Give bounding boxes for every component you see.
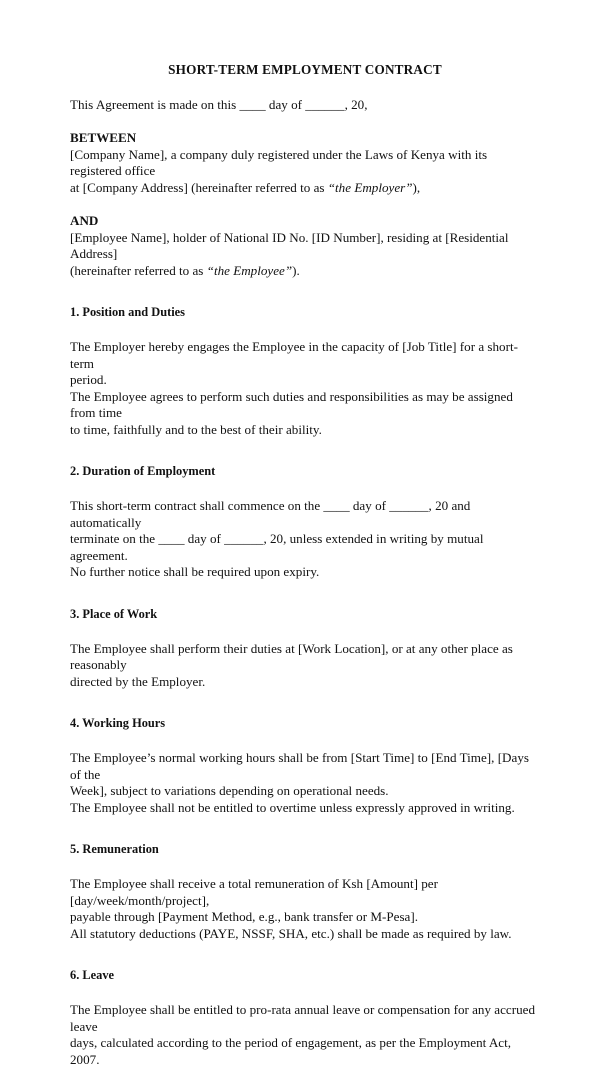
section-leave <box>70 967 540 1068</box>
section-duration-of-employment <box>70 463 540 581</box>
between-label: BETWEEN <box>70 130 137 146</box>
section-line: All statutory deductions (PAYE, NSSF, SHA, etc.) shall be made as required by law. <box>70 925 512 941</box>
between-party-block <box>70 130 540 196</box>
section-line: Week], subject to variations depending on operational needs. <box>70 783 389 799</box>
section-body <box>70 339 540 438</box>
employee-line-2-suffix: ). <box>292 262 300 278</box>
section-line: payable through [Payment Method, e.g., bank transfer or M-Pesa]. <box>70 909 418 925</box>
spacer <box>70 196 540 213</box>
section-heading: 4. Working Hours <box>70 716 166 731</box>
employee-line-2-prefix: (hereinafter referred to as <box>70 262 207 278</box>
agreement-intro-line: This Agreement is made on this ____ day of ______, 20, <box>70 96 368 112</box>
section-heading: 6. Leave <box>70 968 115 983</box>
section-body <box>70 750 540 816</box>
section-line: No further notice shall be required upon expiry. <box>70 564 320 580</box>
section-line: The Employee shall not be entitled to overtime unless expressly approved in writing. <box>70 799 515 815</box>
employer-defined-term: “the Employer” <box>327 179 413 195</box>
and-party-block <box>70 213 540 279</box>
section-line: The Employee shall perform their duties at [Work Location], or at any other place as reasonably <box>70 640 513 673</box>
spacer <box>70 113 540 130</box>
employer-line-2-prefix: at [Company Address] (hereinafter referred to as <box>70 179 328 195</box>
section-working-hours <box>70 715 540 816</box>
employer-line-1: [Company Name], a company duly registered under the Laws of Kenya with its registered office <box>70 146 488 179</box>
section-remuneration <box>70 841 540 942</box>
section-line: The Employee shall receive a total remuneration of Ksh [Amount] per [day/week/month/project], <box>70 876 438 908</box>
section-heading: 5. Remuneration <box>70 842 159 857</box>
employee-line-1: [Employee Name], holder of National ID No. [ID Number], residing at [Residential Address] <box>70 229 509 262</box>
section-position-and-duties <box>70 304 540 438</box>
employer-line-2-suffix: ), <box>412 179 421 195</box>
employee-line-2 <box>70 263 540 280</box>
section-line: directed by the Employer. <box>70 673 206 689</box>
section-line: The Employee’s normal working hours shall be from [Start Time] to [End Time], [Days of the <box>70 750 529 782</box>
and-label: AND <box>70 213 99 229</box>
section-body <box>70 876 540 942</box>
agreement-intro-paragraph <box>70 97 540 114</box>
section-line: days, calculated according to the period of engagement, as per the Employment Act, 2007. <box>70 1035 512 1067</box>
section-line: The Employer hereby engages the Employee in the capacity of [Job Title] for a short-term <box>70 339 518 371</box>
employer-line-2 <box>70 180 540 197</box>
section-line: period. <box>70 372 107 388</box>
section-line: This short-term contract shall commence on the ____ day of ______, 20 and automatically <box>70 498 471 530</box>
section-heading: 1. Position and Duties <box>70 305 185 320</box>
section-body <box>70 498 540 581</box>
section-body <box>70 1002 540 1068</box>
section-place-of-work <box>70 606 540 691</box>
section-line: terminate on the ____ day of ______, 20, unless extended in writing by mutual agreement. <box>70 531 484 563</box>
employee-defined-term: “the Employee” <box>206 262 293 278</box>
section-line: The Employee shall be entitled to pro-rata annual leave or compensation for any accrued leave <box>70 1002 536 1034</box>
section-heading: 3. Place of Work <box>70 606 158 621</box>
section-line: to time, faithfully and to the best of their ability. <box>70 421 322 437</box>
section-line: The Employee agrees to perform such duties and responsibilities as may be assigned from time <box>70 388 513 421</box>
page-title: SHORT-TERM EMPLOYMENT CONTRACT <box>168 62 442 77</box>
section-heading: 2. Duration of Employment <box>70 464 216 479</box>
section-body <box>70 641 540 691</box>
